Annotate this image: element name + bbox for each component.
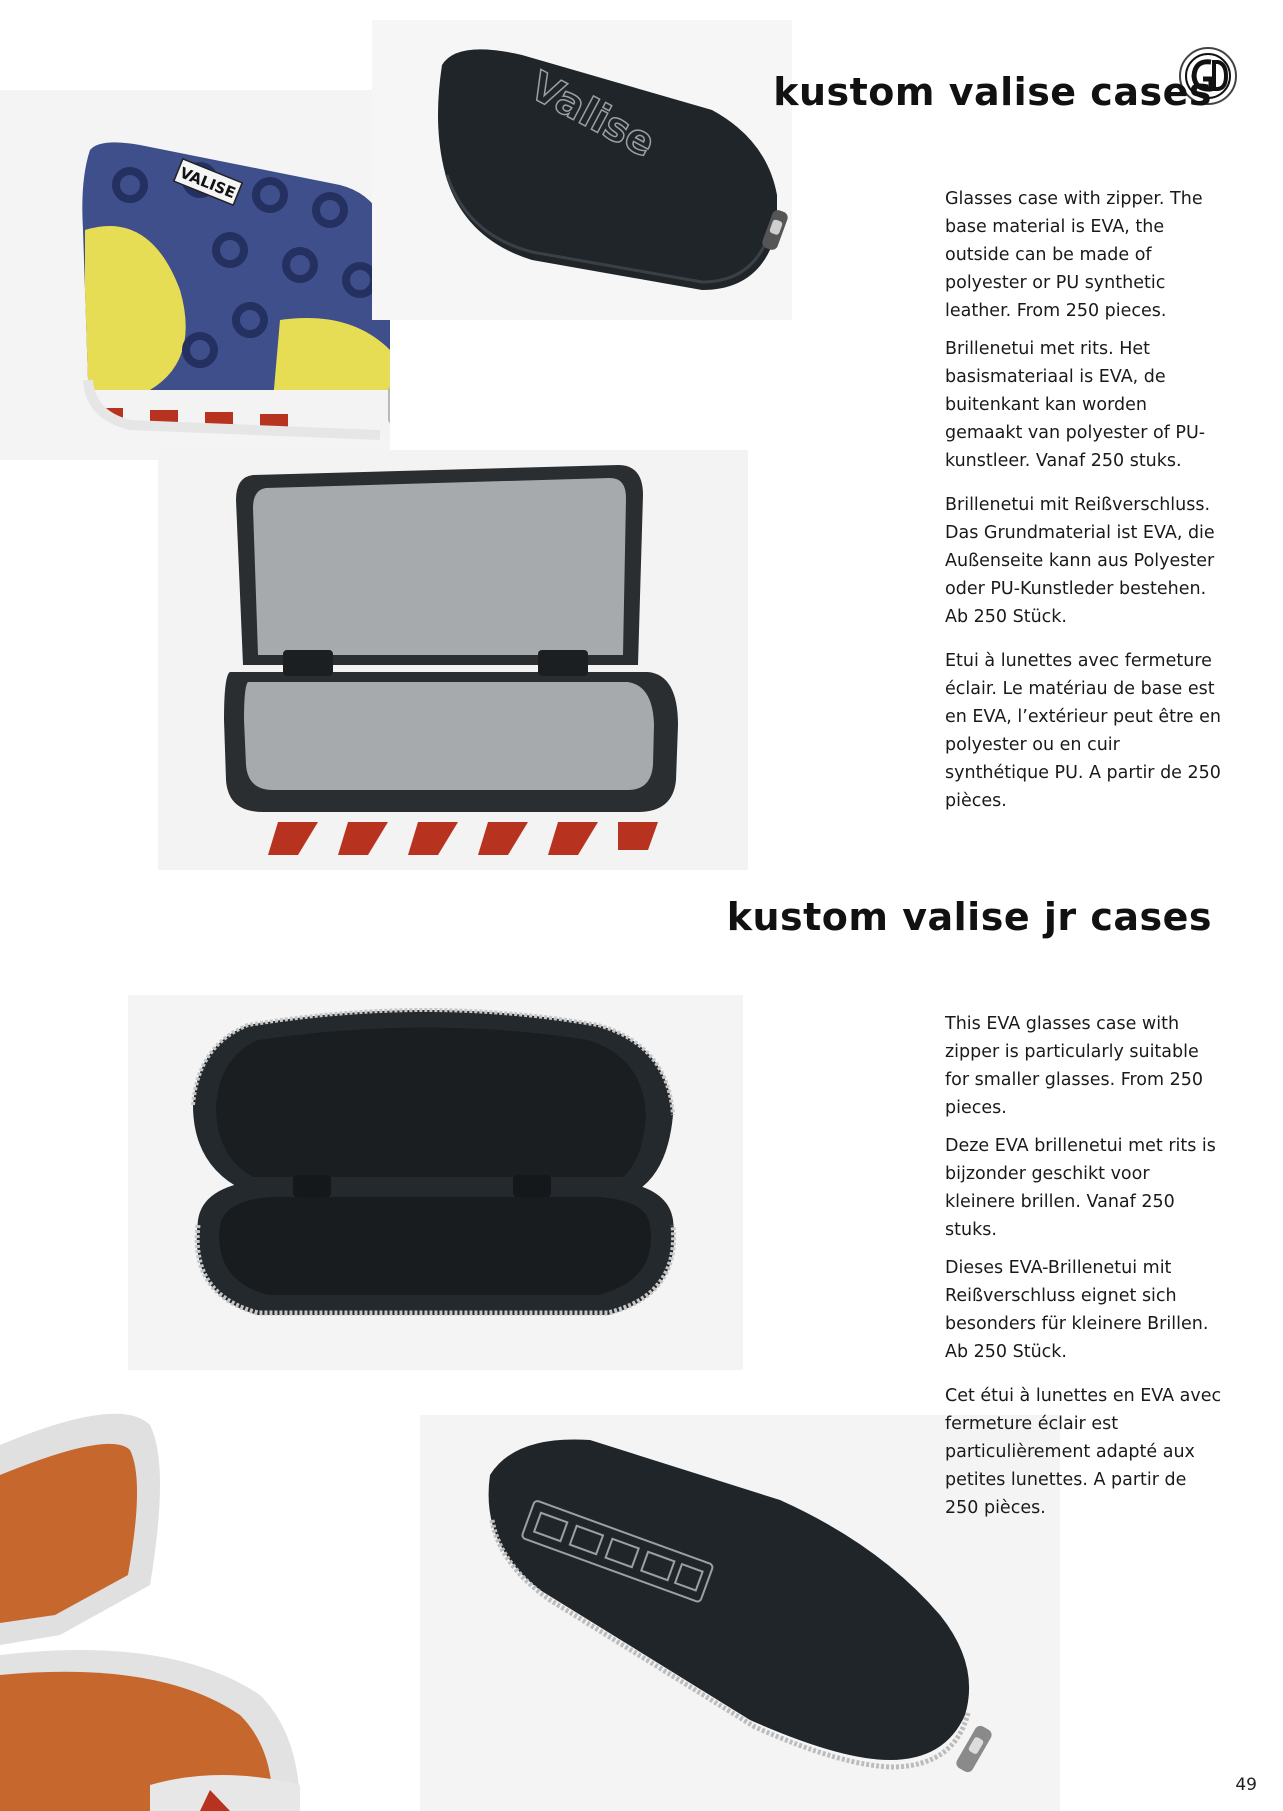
photo-open-valise-jr-case xyxy=(128,995,743,1370)
description-fr: Cet étui à lunettes en EVA avec fermeture éclair est particulièrement adapté aux petites lunettes. A partir de 250 pièces. xyxy=(945,1386,1222,1518)
description-en: This EVA glasses case with zipper is particularly suitable for smaller glasses. From 250 pieces. xyxy=(945,1014,1204,1118)
valise-tag-text: VALISE xyxy=(177,163,239,203)
photo-orange-interior-case xyxy=(0,1385,330,1811)
zipper-pull-icon xyxy=(388,385,390,425)
section-title-valise-cases: kustom valise cases xyxy=(773,70,1212,114)
description-en: Glasses case with zipper. The base material is EVA, the outside can be made of polyester or PU synthetic leather. From 250 pieces. xyxy=(945,189,1203,321)
valise-cases-description xyxy=(945,185,1225,825)
description-fr: Etui à lunettes avec fermeture éclair. Le matériau de base est en EVA, l’extérieur peut être en polyester ou en cuir synthétique PU. A partir de 250 pièces. xyxy=(945,651,1221,811)
description-nl: Brillenetui met rits. Het basismateriaal is EVA, de buitenkant kan worden gemaakt van polyester of PU-kunstleer. Vanaf 250 stuks. xyxy=(945,339,1206,471)
description-de: Dieses EVA-Brillenetui mit Reißverschluss eignet sich besonders für kleinere Brillen. Ab 250 Stück. xyxy=(945,1258,1209,1362)
description-nl: Deze EVA brillenetui met rits is bijzonder geschikt voor kleinere brillen. Vanaf 250 stuks. xyxy=(945,1136,1216,1240)
valise-emboss-text: Valise xyxy=(522,63,663,167)
photo-printed-valise-case xyxy=(0,90,390,460)
page-number: 49 xyxy=(1235,1775,1257,1795)
photo-black-valise-case xyxy=(372,20,792,320)
photo-open-valise-case xyxy=(158,450,748,870)
section-title-valise-jr-cases: kustom valise jr cases xyxy=(726,895,1212,939)
valise-jr-cases-description xyxy=(945,1010,1225,1532)
description-de: Brillenetui mit Reißverschluss. Das Grundmaterial ist EVA, die Außenseite kann aus Polyester oder PU-Kunstleder bestehen. Ab 250 Stück. xyxy=(945,495,1215,627)
